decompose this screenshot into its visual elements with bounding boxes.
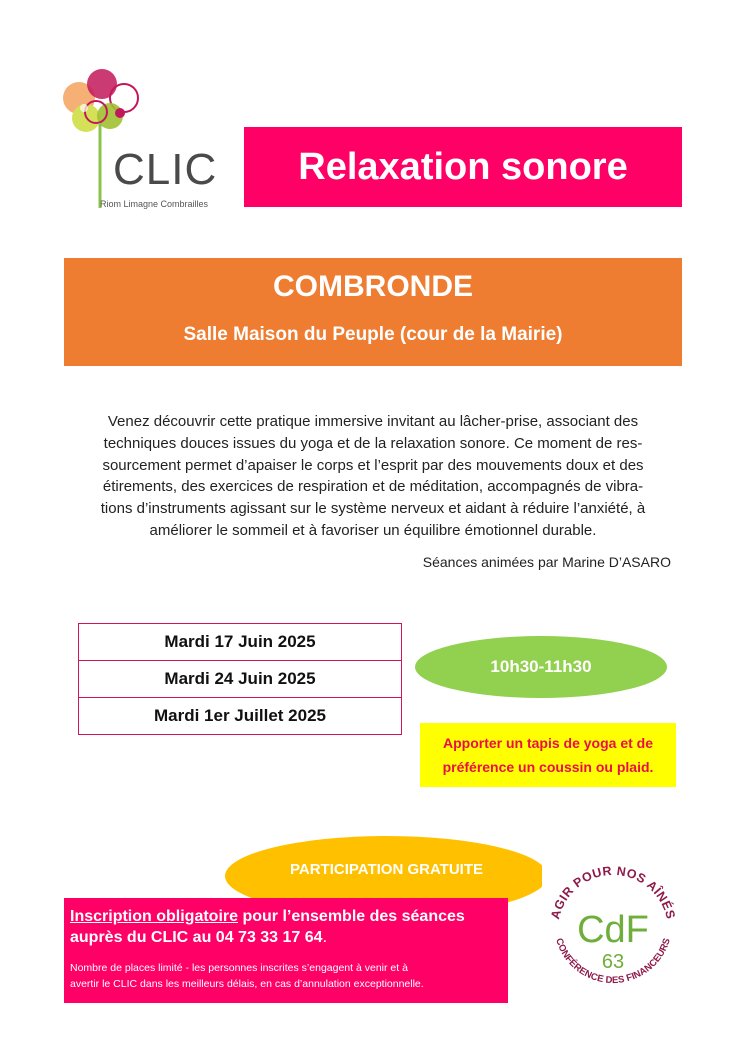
description-line: étirements, des exercices de respiration et de méditation, accompagnés de vibra- xyxy=(102,478,644,496)
inscription-box xyxy=(64,898,508,1003)
location-place: Salle Maison du Peuple (cour de la Mairie) xyxy=(183,324,563,345)
inscription-note-line: Nombre de places limité - les personnes inscrites s’engagent à venir et à xyxy=(70,962,408,974)
seal-number: 63 xyxy=(601,951,625,973)
table-row xyxy=(79,624,402,661)
description-line: sourcement permet d’apaiser le corps et l’esprit par des mouvements doux et des xyxy=(102,456,644,474)
description-line: tions d’instruments agissant sur le système nerveux et aidant à réduire l’anxiété, à xyxy=(100,500,646,518)
table-row xyxy=(79,661,402,698)
dates-table xyxy=(78,623,402,735)
page-title: Relaxation sonore xyxy=(298,145,628,188)
date-cell: Mardi 1er Juillet 2025 xyxy=(79,698,402,735)
location-banner xyxy=(64,258,682,366)
description-paragraph xyxy=(74,411,672,542)
equipment-note-line: Apporter un tapis de yoga et de xyxy=(442,735,654,751)
inscription-note xyxy=(70,960,506,992)
cdf-seal xyxy=(542,858,684,996)
seal-bottom-text: CONFÉRENCE DES FINANCEURS xyxy=(553,936,673,987)
description-line: techniques douces issues du yoga et de la relaxation sonore. Ce moment de res- xyxy=(103,434,643,452)
table-row xyxy=(79,698,402,735)
inscription-line1-rest: pour l’ensemble des séances xyxy=(238,908,465,925)
equipment-note xyxy=(420,723,676,787)
equipment-note-line: préférence un coussin ou plaid. xyxy=(442,759,654,775)
seal-top-text: AGIR POUR NOS AÎNÉS xyxy=(548,863,678,921)
seal-letters: CdF xyxy=(577,909,649,951)
description-line: Venez découvrir cette pratique immersive invitant au lâcher-prise, associant des xyxy=(107,413,639,430)
instructor-credit: Séances animées par Marine D’ASARO xyxy=(422,554,671,570)
session-time: 10h30-11h30 xyxy=(490,657,592,676)
inscription-note-line: avertir le CLIC dans les meilleurs délais, en cas d’annulation exceptionnelle. xyxy=(70,978,424,990)
time-oval xyxy=(415,636,667,698)
clic-logo-subtitle: Riom Limagne Combrailles xyxy=(100,199,209,209)
inscription-required: Inscription obligatoire xyxy=(70,908,239,925)
date-cell: Mardi 24 Juin 2025 xyxy=(79,661,402,698)
participation-label: PARTICIPATION GRATUITE xyxy=(289,861,484,878)
location-city: COMBRONDE xyxy=(273,270,473,303)
title-banner xyxy=(244,127,682,207)
date-cell: Mardi 17 Juin 2025 xyxy=(79,624,402,661)
inscription-contact: auprès du CLIC au 04 73 33 17 64 xyxy=(70,929,323,946)
description-line: améliorer le sommeil et à favoriser un équilibre émotionnel durable. xyxy=(149,521,597,539)
equipment-note-text xyxy=(428,731,668,779)
inscription-period: . xyxy=(322,929,328,946)
clic-logo-text: CLIC xyxy=(113,145,218,194)
inscription-text xyxy=(70,906,504,948)
